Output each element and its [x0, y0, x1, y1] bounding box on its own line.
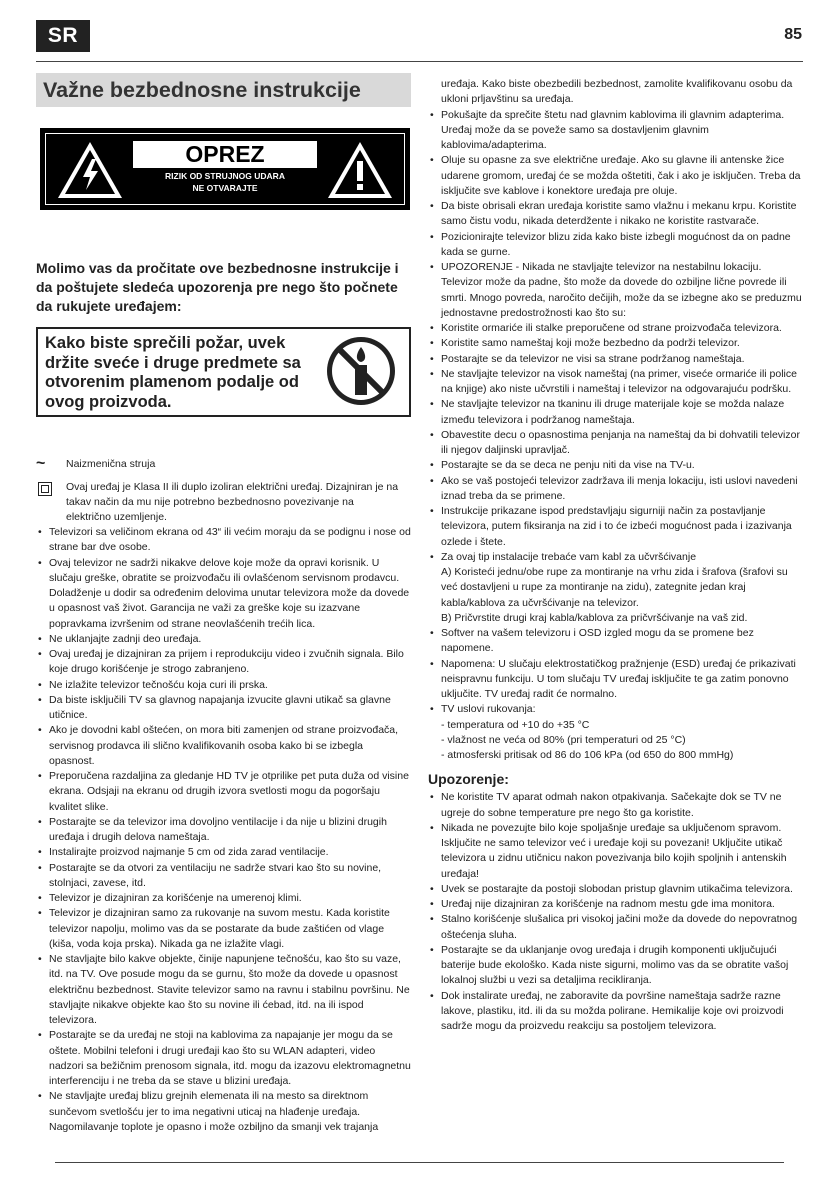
symbols-legend: [36, 457, 411, 525]
list-item: • Nikada ne povezujte bilo koje spoljašnje uređaje sa uključenom spravom. Isključite ne samo televizor već i uređaje koji su povezani! Uključite utikač televizora u zidnu utičnicu nakon povezivanja bilo kojih spoljnih i antenskih uređaja!: [428, 821, 804, 882]
page-number: 85: [784, 26, 802, 43]
list-item: • Pozicionirajte televizor blizu zida kako biste izbegli mogućnost da on padne kada se gurne.: [428, 230, 804, 261]
list-item: • Obavestite decu o opasnostima penjanja na nameštaj da bi dohvatili televizor ili njegov daljinski upravljač.: [428, 428, 804, 459]
ac-current-icon: ~: [36, 455, 46, 472]
list-item: • Za ovaj tip instalacije trebaće vam kabl za učvršćivanje A) Koristeći jednu/obe rupe za montiranje na vrhu zida i šrafova (šrafovi su već dostavljeni u rupe za montiranje na zidu), zategnite jedan kraj kabla/kablova za učvršćivanje na televizor. B) Pričvrstite drugi kraj kabla/kablova za pričvršćivanje na vaš zid.: [428, 550, 804, 626]
list-item: • Da biste obrisali ekran uređaja koristite samo vlažnu i mekanu krpu. Koristite samo čistu vodu, nikada deterdžente i nikako ne koristite rastvarače.: [428, 199, 804, 230]
list-item: • Ovaj televizor ne sadrži nikakve delove koje može da opravi korisnik. U slučaju greške, obratite se proizvođaču ili ovlašćenom servisnom prodavcu. Doladženje u dodir sa određenim delovima unutar televizora može da dovede u opasnost vaš život. Garancija ne važi za greške koje su izazvane popravkama izvršenim od strane neovlašćenih trećih lica.: [36, 556, 411, 632]
list-item: • Televizor je dizajniran za korišćenje na umerenoj klimi.: [36, 891, 411, 906]
right-safety-list-items-2: [428, 626, 804, 702]
list-item: • TV uslovi rukovanja: - temperatura od +10 do +35 °C - vlažnost ne veća od 80% (pri temperaturi od 25 °C) - atmosferski pritisak od 86 do 106 kPa (od 650 do 800 mmHg): [428, 702, 804, 763]
list-item: • Postarajte se da televizor ima dovoljno ventilacije i da nije u blizini drugih uređaja i drugih delova nameštaja.: [36, 815, 411, 846]
page-title: Važne bezbednosne instrukcije: [36, 73, 411, 107]
list-item: • Ne stavljajte uređaj blizu grejnih elemenata ili na mesto sa direktnom sunčevom svetlošću jer to ima negativni uticaj na hlađenje uređaja. Nagomilavanje toplote je opasno i može ozbiljno da smanji vek trajanja: [36, 1089, 411, 1135]
list-item: • UPOZORENJE - Nikada ne stavljajte televizor na nestabilnu lokaciju. Televizor može da padne, što može da dovede do ozbiljne lične povrede ili smrti. Mnogo povreda, naročito dečijih, može da se izbegne ako se preduzmu jednostavne predostrožnosti kao što su:: [428, 260, 804, 321]
list-item: • Ne stavljajte televizor na visok nameštaj (na primer, viseće ormariće ili police na knjige) ako niste učvrstili i nameštaj i televizor na odgovarajuću podršku.: [428, 367, 804, 398]
caution-heading: OPREZ: [133, 141, 317, 168]
caution-line-2: NE OTVARAJTE: [192, 182, 258, 193]
intro-text: Molimo vas da pročitate ove bezbednosne instrukcije i da poštujete sledeća upozorenja pre nego što počnete da rukujete uređajem:: [36, 260, 399, 314]
list-item: • Dok instalirate uređaj, ne zaboravite da površine nameštaja sadrže razne lakove, plastiku, itd. ili da su možda polirane. Hemikalije koje ovi proizvodi sadrže mogu da proizvedu reakciju sa postoljem televizora.: [428, 989, 804, 1035]
exclamation-warning-icon: [325, 139, 395, 201]
list-item: • Napomena: U slučaju elektrostatičkog pražnjenje (ESD) uređaj će prikazivati neispravnu funkciju. U tom slučaju TV uređaj isključite te ga zatim ponovno uključite. TV uređaj radit će normalno.: [428, 657, 804, 703]
left-safety-list: [36, 525, 411, 1135]
list-item: • Koristite ormariće ili stalke preporučene od strane proizvođača televizora.: [428, 321, 804, 336]
list-item: • Oluje su opasne za sve električne uređaje. Ako su glavne ili antenske žice udarene gromom, uređaj će se možda oštetiti, čak i ako je isključen. Treba da isključite sve kablove i konektore uređaja pre oluje.: [428, 153, 804, 199]
class-ii-description: Ovaj uređaj je Klasa II ili duplo izoliran električni uređaj. Dizajniran je na takav način da mu nije potrebno bezbednosno povezivanje na električno uzemljenje.: [66, 481, 399, 523]
list-item: • Uvek se postarajte da postoji slobodan pristup glavnim utikačima televizora.: [428, 882, 804, 897]
class-ii-icon: [38, 482, 52, 496]
list-item: • Softver na vašem televizoru i OSD izgled mogu da se promene bez napomene.: [428, 626, 804, 657]
list-item: • Instalirajte proizvod najmanje 5 cm od zida zarad ventilacije.: [36, 845, 411, 860]
list-item: • Instrukcije prikazane ispod predstavljaju sigurniji način za postavljanje televizora, putem fiksiranja na zid i to će izbeći mogućnost pada i izazivanja ozlede i štete.: [428, 504, 804, 550]
list-item: • Postarajte se da otvori za ventilaciju ne sadrže stvari kao što su novine, stolnjaci, zavese, itd.: [36, 861, 411, 892]
bottom-divider: [55, 1162, 784, 1163]
list-item: • Postarajte se da televizor ne visi sa strane podržanog nameštaja.: [428, 352, 804, 367]
right-column: [428, 77, 804, 1034]
right-safety-list: [428, 77, 804, 108]
list-item: • Postarajte se da se deca ne penju niti da vise na TV-u.: [428, 458, 804, 473]
list-item: • Postarajte se da uređaj ne stoji na kablovima za napajanje jer mogu da se oštete. Mobilni telefoni i drugi uređaji kao što su WLAN adapteri, video nadzori sa bežičnim prenosom signala, itd. mogu da izazovu elektromagnetnu interferenciju i ne treba da se stave u blizini uređaja.: [36, 1028, 411, 1089]
list-item: • Stalno korišćenje slušalica pri visokoj jačini može da dovede do nepovratnog oštećenja sluha.: [428, 912, 804, 943]
list-item: • Uređaj nije dizajniran za korišćenje na radnom mestu gde ima monitora.: [428, 897, 804, 912]
list-item: • Koristite samo nameštaj koji može bezbedno da podrži televizor.: [428, 336, 804, 351]
left-column: [36, 73, 411, 1135]
warning-title: Upozorenje:: [428, 771, 509, 788]
list-item: uređaja. Kako biste obezbedili bezbednost, zamolite kvalifikovanu osobu da ukloni prljavštinu sa uređaja.: [441, 78, 793, 106]
list-item: • Ako je dovodni kabl oštećen, on mora biti zamenjen od strane proizvođača, servisnog prodavca ili slično kvalifikovanih osoba kako bi se izbegla opasnost.: [36, 723, 411, 769]
language-badge: SR: [36, 20, 90, 52]
list-item: • Televizor je dizajniran samo za rukovanje na suvom mestu. Kada koristite televizor napolju, molimo vas da se postarate da bude zaštićen od vlage (kiša, voda koja prska). Nikada ga ne izlažite vlagi.: [36, 906, 411, 952]
list-item: • Ne stavljajte bilo kakve objekte, činije napunjene tečnošću, kao što su vaze, itd. na TV. Ove posude mogu da se gurnu, što može da dovede u opasnost električnu bezbednost. Stavite televizor samo na ravnu i stabilnu površinu. Ne stavljajte nikakve objekte kao što su novine ili ćebad, itd. na ili ispod televizora.: [36, 952, 411, 1028]
list-item: • Ne koristite TV aparat odmah nakon otpakivanja. Sačekajte dok se TV ne ugreje do sobne temperature pre nego što ga koristite.: [428, 790, 804, 821]
warning-list: [428, 790, 804, 1034]
fire-warning-box: [36, 327, 411, 417]
operating-conditions: [428, 702, 804, 763]
caution-line-1: RIZIK OD STRUJNOG UDARA: [165, 171, 285, 181]
list-item: • Preporučena razdaljina za gledanje HD TV je otprilike pet puta duža od visine ekrana. Odsjaji na ekranu od drugih izvora svetlosti mogu da pogoršaju kvalitet slike.: [36, 769, 411, 815]
list-item: • Pokušajte da sprečite štetu nad glavnim kablovima ili glavnim adapterima. Uređaj može da se poveže samo sa dostavljenim glavnim kablovima/adapterima.: [428, 108, 804, 154]
ac-description: Naizmenična struja: [66, 458, 156, 470]
list-item: • Ovaj uređaj je dizajniran za prijem i reprodukciju video i zvučnih signala. Bilo koje drugo korišćenje je strogo zabranjeno.: [36, 647, 411, 678]
electric-shock-warning-icon: [55, 139, 125, 201]
no-candles-icon: [325, 335, 397, 407]
list-item: • Ako se vaš postojeći televizor zadržava ili menja lokaciju, isti uslovi navedeni iznad treba da se primene.: [428, 474, 804, 505]
list-item: • Televizori sa veličinom ekrana od 43“ ili većim moraju da se podignu i nose od strane bar dve osobe.: [36, 525, 411, 556]
fire-warning-text: Kako biste sprečili požar, uvek držite sveće i druge predmete sa otvorenim plamenom podalje od ovog proizvoda.: [45, 334, 301, 411]
top-divider: [36, 61, 803, 62]
list-item: • Ne izlažite televizor tečnošću koja curi ili prska.: [36, 678, 411, 693]
list-item: • Postarajte se da uklanjanje ovog uređaja i drugih komponenti uključujući baterije bude ekološko. Kada niste sigurni, molimo vas da se obratite vašoj lokalnoj službi u vezi sa detaljima recikliranja.: [428, 943, 804, 989]
caution-label: [40, 128, 410, 210]
list-item: • Ne stavljajte televizor na tkaninu ili druge materijale koje se možda nalaze između televizora i podržanog nameštaja.: [428, 397, 804, 428]
right-safety-list-items: [428, 108, 804, 550]
list-item: • Da biste isključili TV sa glavnog napajanja izvucite glavni utikač sa glavne utičnice.: [36, 693, 411, 724]
list-item: • Ne uklanjajte zadnji deo uređaja.: [36, 632, 411, 647]
cable-instructions: [428, 550, 804, 626]
